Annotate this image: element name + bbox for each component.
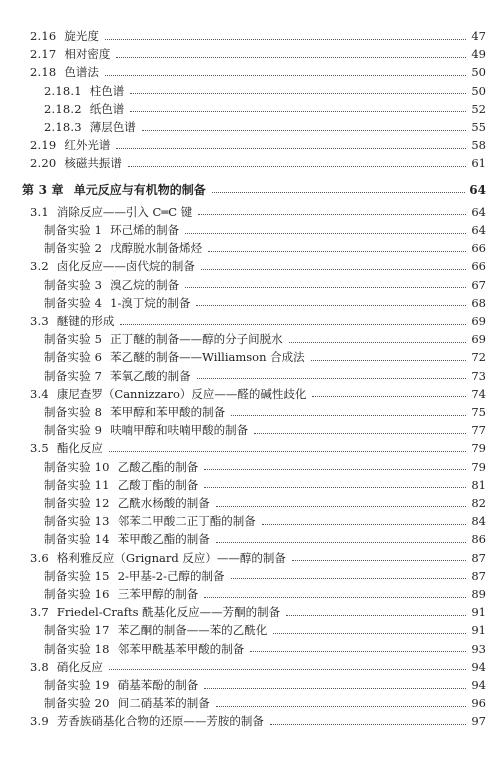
toc-entry [44, 568, 486, 584]
entry-title: 邻苯甲酰基苯甲酸的制备 [117, 641, 245, 656]
entry-number: 第 3 章 [22, 183, 64, 198]
dot-leader [105, 75, 466, 76]
page-number: 96 [471, 696, 486, 711]
page-number: 47 [471, 29, 486, 43]
toc-entry [44, 101, 486, 117]
entry-number: 3.1 [30, 204, 49, 219]
toc-entry [30, 204, 486, 220]
page-number: 87 [471, 568, 486, 583]
dot-leader [231, 578, 467, 579]
page-number: 77 [471, 423, 486, 438]
dot-leader [128, 166, 466, 167]
dot-leader [250, 651, 466, 652]
entry-number: 制备实验 5 [44, 332, 103, 347]
page-number: 94 [471, 659, 486, 674]
dot-leader [273, 633, 466, 634]
entry-title: 溴乙烷的制备 [110, 277, 180, 292]
page-number: 81 [471, 477, 486, 492]
page-number: 87 [471, 550, 486, 565]
page-number: 79 [471, 441, 486, 456]
entry-title: 间二硝基苯的制备 [117, 696, 210, 711]
page-number: 91 [471, 605, 486, 620]
entry-number: 3.7 [30, 605, 49, 620]
dot-leader [216, 706, 466, 707]
entry-title: Friedel-Crafts 酰基化反应——芳酮的制备 [56, 605, 281, 620]
page-number: 64 [471, 204, 486, 219]
dot-leader [142, 130, 466, 131]
toc-entry [44, 295, 486, 311]
page-number: 82 [471, 496, 486, 510]
entry-title: 苯氧乙酸的制备 [110, 368, 191, 383]
page-number: 84 [471, 514, 486, 529]
entry-title: 酯化反应 [56, 441, 103, 456]
toc-entry [44, 83, 486, 99]
dot-leader [311, 360, 466, 361]
entry-number: 2.16 [30, 29, 57, 43]
page-number: 94 [471, 678, 486, 692]
entry-number: 2.19 [30, 138, 57, 153]
toc-entry [44, 331, 486, 347]
dot-leader [289, 342, 466, 343]
entry-title: 纸色谱 [89, 101, 125, 116]
entry-number: 制备实验 12 [44, 496, 110, 510]
entry-number: 制备实验 7 [44, 368, 103, 383]
dot-leader [231, 415, 466, 416]
entry-title: 乙酰水杨酸的制备 [117, 496, 210, 510]
toc-entry [44, 368, 486, 384]
toc-entry [44, 404, 486, 420]
toc-entry [44, 277, 486, 293]
entry-title: 红外光谱 [64, 138, 111, 153]
toc-entry [44, 622, 486, 638]
dot-leader [254, 433, 466, 434]
toc-entry [44, 586, 486, 602]
entry-number: 2.18 [30, 65, 57, 80]
toc-entry [44, 349, 486, 365]
entry-title: 色谱法 [64, 65, 99, 80]
entry-title: 硝化反应 [56, 659, 103, 674]
entry-number: 制备实验 15 [44, 568, 110, 583]
entry-number: 制备实验 13 [44, 514, 110, 529]
entry-number: 2.18.1 [44, 83, 82, 98]
page-number: 50 [471, 83, 486, 98]
entry-title: 乙酸丁酯的制备 [117, 477, 199, 492]
toc-entry [44, 222, 486, 238]
entry-number: 2.18.2 [44, 101, 82, 116]
dot-leader [204, 688, 466, 689]
page-number: 61 [471, 156, 486, 171]
dot-leader [216, 506, 466, 507]
toc-entry [30, 155, 486, 171]
entry-title: 核磁共振谱 [64, 156, 122, 171]
page-number: 73 [471, 368, 486, 383]
dot-leader [262, 524, 466, 525]
entry-number: 制备实验 18 [44, 641, 110, 656]
dot-leader [109, 451, 466, 452]
dot-leader [185, 233, 466, 234]
toc-entry [30, 604, 486, 620]
entry-title: 乙酸乙酯的制备 [117, 459, 199, 474]
entry-number: 制备实验 8 [44, 405, 103, 419]
page-number: 64 [471, 223, 486, 237]
entry-title: 格利雅反应（Grignard 反应）——醇的制备 [56, 550, 286, 565]
toc-entry [30, 313, 486, 329]
page-number: 74 [471, 386, 486, 401]
entry-title: 2-甲基-2-己醇的制备 [117, 568, 225, 583]
toc-entry [30, 550, 486, 566]
page-number: 49 [471, 47, 486, 62]
dot-leader [216, 542, 466, 543]
page-number: 55 [471, 120, 486, 134]
entry-title: 旋光度 [64, 29, 99, 43]
page-number: 93 [471, 641, 486, 656]
entry-title: 呋喃甲醇和呋喃甲酸的制备 [110, 423, 249, 438]
dot-leader [201, 269, 466, 270]
entry-number: 2.17 [30, 47, 57, 62]
dot-leader [198, 214, 466, 215]
entry-number: 制备实验 3 [44, 277, 103, 292]
entry-number: 3.9 [30, 714, 49, 729]
toc-entry [44, 459, 486, 475]
toc-entry [44, 422, 486, 438]
dot-leader [120, 324, 466, 325]
toc-entry [30, 659, 486, 675]
toc-entry [30, 258, 486, 274]
entry-title: 硝基苯酚的制备 [117, 678, 199, 692]
toc-entry [30, 64, 486, 80]
entry-number: 制备实验 20 [44, 696, 110, 711]
entry-number: 制备实验 17 [44, 623, 110, 638]
dot-leader [312, 396, 466, 397]
dot-leader [208, 251, 466, 252]
entry-title: 柱色谱 [89, 83, 125, 98]
page-number: 69 [471, 332, 486, 347]
dot-leader [109, 669, 466, 670]
dot-leader [286, 615, 466, 616]
entry-title: 苯甲醇和苯甲酸的制备 [110, 405, 226, 419]
entry-number: 制备实验 6 [44, 350, 103, 365]
entry-title: 邻苯二甲酸二正丁酯的制备 [117, 514, 256, 529]
toc-entry [30, 713, 486, 729]
dot-leader [196, 305, 466, 306]
entry-title: 三苯甲醇的制备 [117, 587, 199, 601]
entry-number: 3.3 [30, 314, 49, 328]
dot-leader [130, 111, 466, 112]
dot-leader [204, 487, 466, 488]
entry-title: 1-溴丁烷的制备 [110, 295, 191, 310]
entry-title: 苯甲酸乙酯的制备 [117, 532, 210, 547]
entry-title: 相对密度 [64, 47, 111, 62]
page-number: 89 [471, 587, 486, 601]
entry-title: 单元反应与有机物的制备 [73, 183, 206, 198]
toc-entry [44, 477, 486, 493]
entry-title: 苯乙醚的制备——Williamson 合成法 [110, 350, 305, 365]
page-number: 72 [471, 350, 486, 365]
page-number: 69 [471, 314, 486, 328]
entry-number: 制备实验 11 [44, 477, 110, 492]
page-number: 68 [471, 295, 486, 310]
toc-entry [44, 495, 486, 511]
toc-entry [30, 386, 486, 402]
page-number: 66 [471, 259, 486, 274]
toc-entry [30, 46, 486, 62]
dot-leader [270, 724, 466, 725]
page-number: 66 [471, 241, 486, 256]
entry-title: 消除反应——引入 C═C 键 [56, 204, 193, 219]
page-number: 64 [469, 182, 486, 197]
entry-number: 制备实验 16 [44, 587, 110, 601]
dot-leader [116, 57, 466, 58]
entry-number: 制备实验 2 [44, 241, 103, 256]
entry-number: 3.5 [30, 441, 49, 456]
dot-leader [204, 469, 466, 470]
entry-title: 卤化反应——卤代烷的制备 [56, 259, 195, 274]
page-number: 79 [471, 459, 486, 474]
toc-entry [44, 531, 486, 547]
dot-leader [185, 287, 466, 288]
page-number: 97 [471, 714, 486, 729]
entry-title: 芳香族硝基化合物的还原——芳胺的制备 [56, 714, 264, 729]
entry-number: 3.4 [30, 386, 49, 401]
chapter-heading [22, 182, 486, 198]
toc-entry [44, 677, 486, 693]
toc-entry [44, 695, 486, 711]
page-number: 91 [471, 623, 486, 638]
entry-number: 制备实验 10 [44, 459, 110, 474]
page-number: 58 [471, 138, 486, 153]
entry-number: 制备实验 1 [44, 223, 103, 237]
page-number: 67 [471, 277, 486, 292]
toc-entry [44, 240, 486, 256]
dot-leader [204, 597, 466, 598]
page-number: 52 [471, 101, 486, 116]
entry-title: 醚键的形成 [56, 314, 115, 328]
page-number: 50 [471, 65, 486, 80]
entry-number: 3.6 [30, 550, 49, 565]
entry-number: 2.20 [30, 156, 57, 171]
dot-leader [116, 148, 466, 149]
page-number: 75 [471, 405, 486, 419]
dot-leader [105, 39, 466, 40]
toc-entry [44, 641, 486, 657]
entry-number: 制备实验 14 [44, 532, 110, 547]
toc-entry [30, 137, 486, 153]
entry-title: 康尼查罗（Cannizzaro）反应——醛的碱性歧化 [56, 386, 307, 401]
toc-entry [30, 440, 486, 456]
entry-title: 环己烯的制备 [110, 223, 180, 237]
dot-leader [130, 93, 466, 94]
entry-number: 制备实验 4 [44, 295, 103, 310]
entry-title: 薄层色谱 [89, 120, 136, 134]
dot-leader [212, 192, 466, 193]
dot-leader [292, 560, 466, 561]
entry-number: 3.8 [30, 659, 49, 674]
entry-number: 2.18.3 [44, 120, 82, 134]
toc-entry [44, 513, 486, 529]
entry-number: 制备实验 19 [44, 678, 110, 692]
toc-entry [44, 119, 486, 135]
entry-number: 制备实验 9 [44, 423, 103, 438]
toc-entry [30, 28, 486, 44]
entry-number: 3.2 [30, 259, 49, 274]
page-number: 86 [471, 532, 486, 547]
entry-title: 苯乙酮的制备——苯的乙酰化 [117, 623, 268, 638]
dot-leader [197, 378, 466, 379]
entry-title: 戊醇脱水制备烯烃 [110, 241, 203, 256]
entry-title: 正丁醚的制备——醇的分子间脱水 [110, 332, 283, 347]
